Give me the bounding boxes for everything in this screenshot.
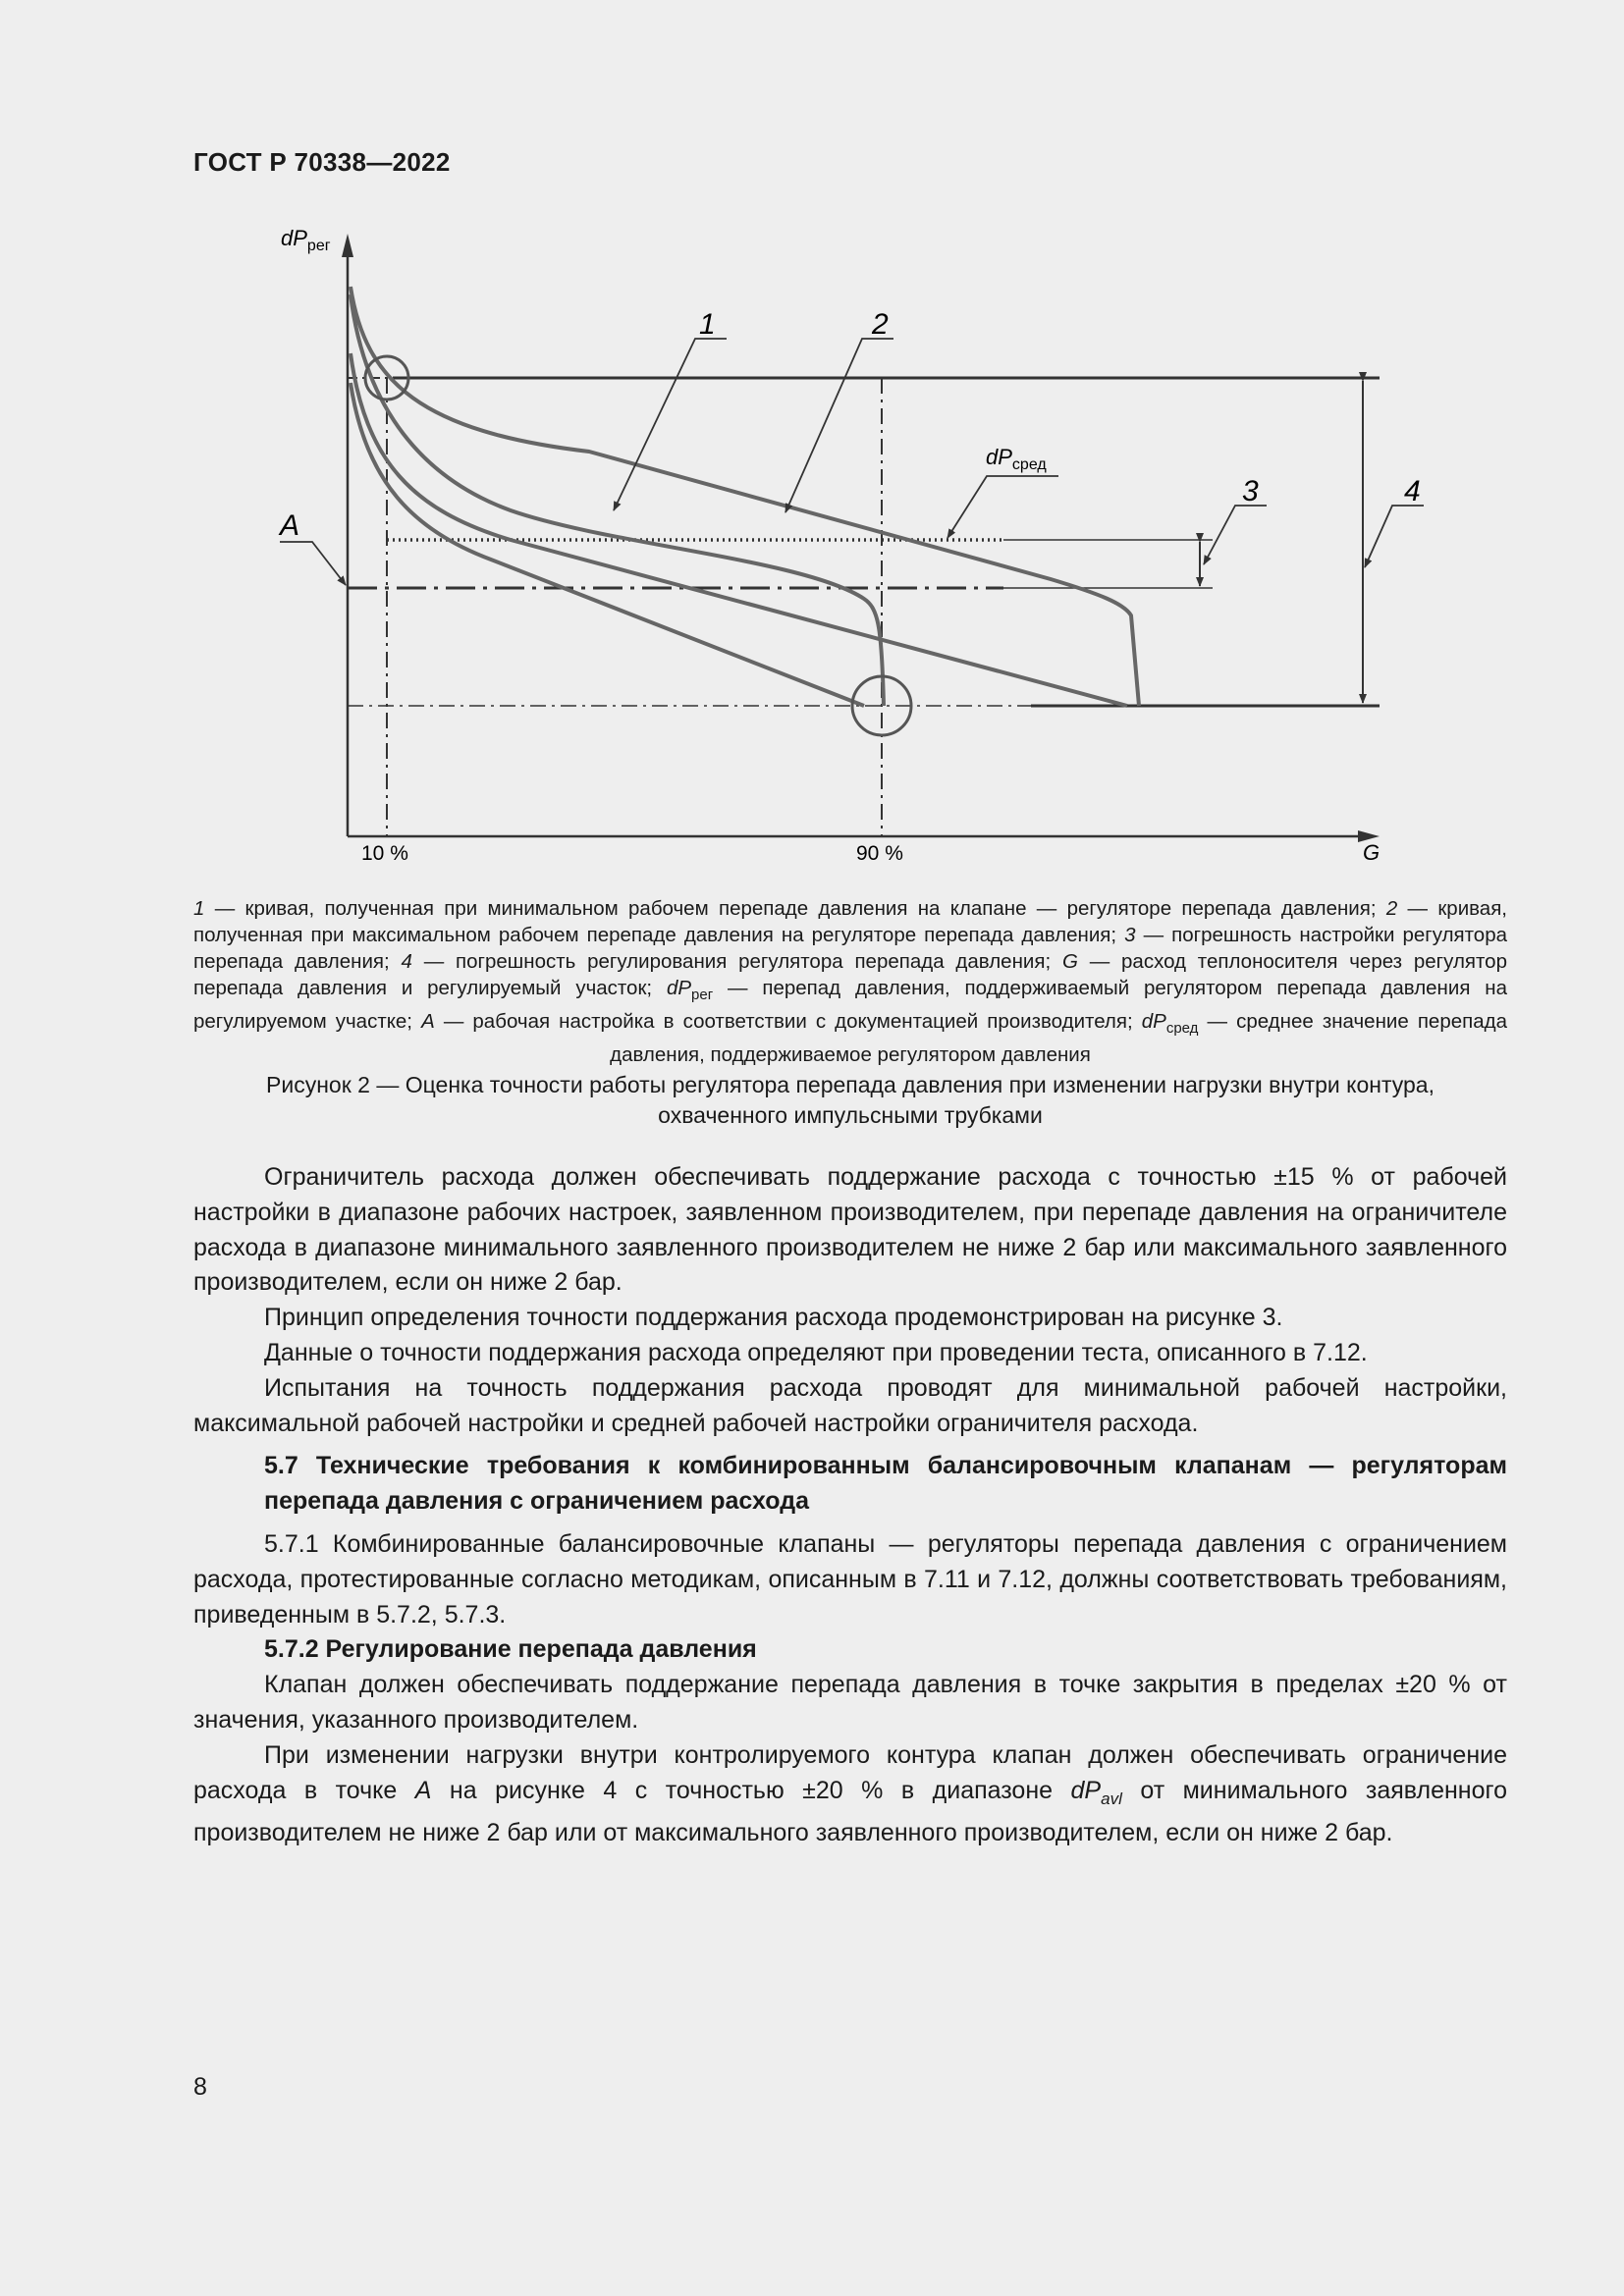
paragraph: Клапан должен обеспечивать поддержание перепада давления в точке закрытия в пределах ±20 % от значения, указанного производителем. <box>193 1671 1507 1734</box>
tick-label-10: 10 % <box>361 842 408 865</box>
leader-4 <box>1365 506 1424 567</box>
y-axis-label: $dP_{рег}$ <box>281 226 331 254</box>
paragraph: Принцип определения точности поддержания расхода продемонстрирован на рисунке 3. <box>264 1304 1283 1332</box>
paragraph: 5.7.1 Комбинированные балансировочные клапаны — регуляторы перепада давления с ограничением расхода, протестированные согласно методикам, описанным в 7.11 и 7.12, должны соответствовать требованиям, приведенным в 5.7.2, 5.7.3. <box>193 1529 1507 1629</box>
label-2: 2 <box>872 308 889 341</box>
leader-dpavg <box>947 476 1058 538</box>
body-text <box>193 1160 1507 1851</box>
paragraph: Испытания на точность поддержания расхода проводят для минимальной рабочей настройки, максимальной рабочей настройки и средней рабочей настройки ограничителя расхода. <box>193 1373 1507 1437</box>
label-4: 4 <box>1404 475 1421 507</box>
curve-2 <box>351 287 1139 706</box>
paragraph: При изменении нагрузки внутри контролируемого контура клапан должен обеспечивать ограничение расхода в точке A на рисунке 4 с точностью ±20 % в диапазоне $dP_{avl}$ от минимального заявленного производителем не ниже 2 бар или от максимального заявленного производителем, если он ниже 2 бар. <box>193 1740 1507 1847</box>
label-3: 3 <box>1242 475 1259 507</box>
leader-3 <box>1204 506 1267 564</box>
figure-legend: 1 — кривая, полученная при минимальном рабочем перепаде давления на клапане — регуляторе перепада давления; 2 — кривая, полученная при максимальном рабочем перепаде давления на регуляторе перепада давления; 3 — погрешность настройки регулятора перепада давления; 4 — погрешность регулирования регулятора перепада давления; G — расход теплоносителя через регулятор перепада давления и регулируемый участок; $dP_{рег}$ — перепад давления, поддерживаемый регулятором перепада давления на регулируемом участке; A — рабочая настройка в соответствии с документацией производителя; $dP_{сред}$ — среднее значение перепада давления, поддерживаемое регулятором давления <box>193 897 1508 1067</box>
curve-1 <box>351 294 884 706</box>
pressure-regulation-diagram <box>0 0 1624 883</box>
leader-A <box>280 542 346 585</box>
section-heading-5-7: 5.7 Технические требования к комбинированным балансировочным клапанам — регуляторам перепада давления с ограничением расхода <box>264 1452 1507 1516</box>
label-A: A <box>280 509 300 542</box>
tick-label-90: 90 % <box>856 842 903 865</box>
x-axis-label: G <box>1363 840 1380 865</box>
section-heading-5-7-2: 5.7.2 Регулирование перепада давления <box>264 1635 757 1664</box>
curve-3 <box>351 353 1127 706</box>
paragraph: Данные о точности поддержания расхода определяют при проведении теста, описанного в 7.12. <box>264 1338 1368 1366</box>
y-axis-arrow <box>342 234 353 257</box>
figure-title: Рисунок 2 — Оценка точности работы регулятора перепада давления при изменении нагрузки внутри контура, охваченного импульсными трубками <box>266 1072 1435 1128</box>
dp-avg-label: $dP_{сред}$ <box>986 445 1047 473</box>
curve-4 <box>351 383 864 706</box>
leader-2 <box>785 339 893 512</box>
document-header: ГОСТ Р 70338—2022 <box>193 147 451 177</box>
page-number: 8 <box>193 2073 207 2101</box>
paragraph: Ограничитель расхода должен обеспечивать поддержание расхода с точностью ±15 % от рабочей настройки в диапазоне рабочих настроек, заявленном производителем, при перепаде давления на ограничителе расхода в диапазоне минимального заявленного производителем не ниже 2 бар или максимального заявленного производителем, если он ниже 2 бар. <box>193 1163 1507 1297</box>
label-1: 1 <box>699 308 716 341</box>
